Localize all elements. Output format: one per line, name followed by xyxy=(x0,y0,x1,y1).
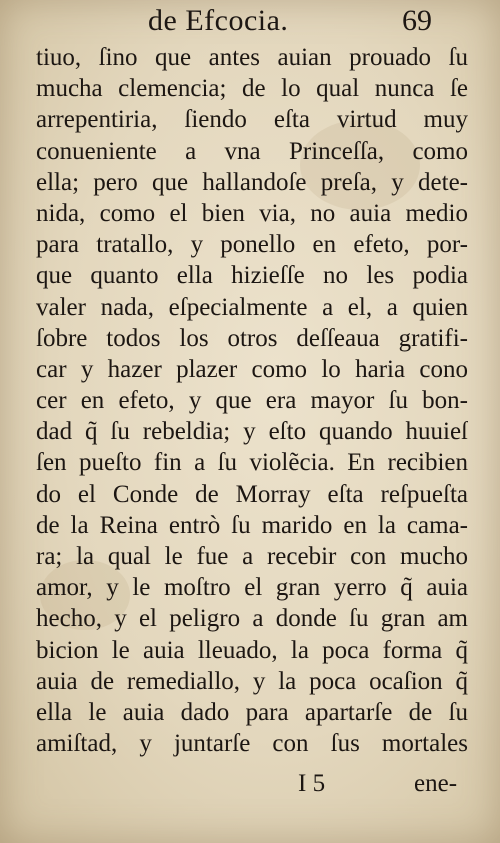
text-line: dad q̃ ſu rebeldia; y eſto quando huuieſ xyxy=(36,418,468,446)
text-line: ra; la qual le fue a recebir con mucho xyxy=(36,543,468,570)
signature-mark: I 5 xyxy=(298,770,326,797)
text-line: conueniente a vna Princeſſa, como xyxy=(36,137,468,165)
text-line: valer nada, eſpecialmente a el, a quien xyxy=(36,293,468,321)
text-line: car y hazer plazer como lo haria cono xyxy=(36,355,468,383)
text-line: para tratallo, y ponello en efeto, por- xyxy=(36,231,468,259)
running-head: de Efcocia. xyxy=(148,4,289,37)
text-line: cer en efeto, y que era mayor ſu bon- xyxy=(36,387,468,415)
text-line: do el Conde de Morray eſta reſpueſta xyxy=(36,480,468,508)
text-line: amor, y le moſtro el gran yerro q̃ auia xyxy=(36,574,468,602)
text-line: nida, como el bien via, no auia medio xyxy=(36,199,468,227)
text-line: bicion le auia lleuado, la poca forma q̃ xyxy=(36,636,468,664)
text-line: de la Reina entrò ſu marido en la cama- xyxy=(36,511,468,539)
body-text xyxy=(36,42,468,759)
text-line: arrepentiria, ſiendo eſta virtud muy xyxy=(36,106,468,134)
page-footer xyxy=(0,764,500,804)
text-line: auia de remediallo, y la poca ocaſion q̃ xyxy=(36,667,468,695)
page-number: 69 xyxy=(402,4,432,37)
page-header xyxy=(0,0,500,44)
text-line: mucha clemencia; de lo qual nunca ſe xyxy=(36,75,468,103)
text-line: tiuo, ſino que antes auian prouado ſu xyxy=(36,44,468,71)
text-line: ella; pero que hallandoſe preſa, y dete- xyxy=(36,168,468,196)
text-line: hecho, y el peligro a donde ſu gran am xyxy=(36,605,468,633)
text-line: ella le auia dado para apartarſe de ſu xyxy=(36,698,468,726)
catchword: ene- xyxy=(414,770,458,797)
text-line: amiſtad, y juntarſe con ſus mortales xyxy=(36,730,468,758)
text-line: ſen pueſto fin a ſu violẽcia. En recibien xyxy=(36,449,468,477)
text-line: ſobre todos los otros deſſeaua gratifi- xyxy=(36,324,468,352)
text-line: que quanto ella hizieſſe no les podia xyxy=(36,262,468,290)
